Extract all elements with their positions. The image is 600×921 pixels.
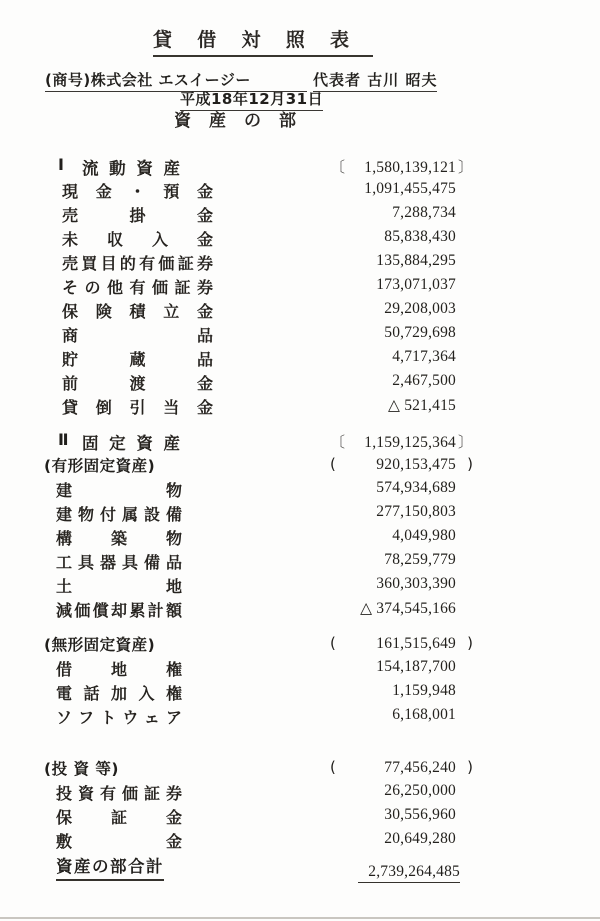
amount-value: 77,456,240 bbox=[384, 759, 456, 776]
row-amount bbox=[330, 396, 473, 415]
row-amount bbox=[330, 527, 473, 545]
amount-value: 154,187,700 bbox=[376, 658, 456, 675]
row-current-assets bbox=[0, 155, 600, 179]
row-label: 未収入金 bbox=[62, 230, 213, 249]
row-amount bbox=[330, 758, 473, 777]
amount-value: 78,259,779 bbox=[384, 551, 456, 568]
row-label: 固定資産 bbox=[82, 434, 180, 453]
row-advance-payments bbox=[0, 371, 600, 395]
amount-value: 29,208,003 bbox=[384, 300, 456, 317]
bracket-close-glyph: ) bbox=[467, 455, 473, 473]
row-label: 建物 bbox=[56, 481, 182, 500]
row-amount bbox=[330, 276, 473, 294]
document-title: 貸借対照表 bbox=[153, 29, 349, 51]
amount-value: 277,150,803 bbox=[376, 503, 456, 520]
row-other-securities bbox=[0, 275, 600, 299]
row-label: 前渡金 bbox=[62, 374, 213, 393]
row-amount bbox=[330, 658, 473, 676]
bracket-open-glyph: ( bbox=[330, 455, 336, 473]
amount-value: 920,153,475 bbox=[376, 456, 456, 473]
row-amount bbox=[330, 634, 473, 653]
row-investments-etc bbox=[0, 757, 600, 781]
row-amount bbox=[330, 806, 473, 824]
amount-value: 161,515,649 bbox=[376, 635, 456, 652]
row-amount bbox=[330, 551, 473, 569]
row-accumulated-depreciation bbox=[0, 598, 600, 622]
row-label: 構築物 bbox=[56, 529, 182, 548]
row-total-assets bbox=[0, 853, 600, 913]
row-amount bbox=[330, 682, 473, 700]
row-trading-securities bbox=[0, 251, 600, 275]
amount-value: 7,288,734 bbox=[392, 204, 456, 221]
row-label: 流動資産 bbox=[82, 159, 180, 178]
row-supplies bbox=[0, 347, 600, 371]
row-telephone-subscription-rights bbox=[0, 681, 600, 705]
amount-value: 4,049,980 bbox=[392, 527, 456, 544]
row-amount bbox=[330, 782, 473, 800]
row-amount bbox=[330, 479, 473, 497]
amount-value: △ 521,415 bbox=[388, 397, 456, 414]
row-amount bbox=[330, 431, 473, 452]
row-amount bbox=[330, 156, 473, 177]
row-building-fixtures bbox=[0, 502, 600, 526]
row-label: 貸倒引当金 bbox=[62, 398, 213, 417]
amount-value: 173,071,037 bbox=[376, 276, 456, 293]
row-intangible-fixed-assets bbox=[0, 633, 600, 657]
row-label: 売買目的有価証券 bbox=[62, 254, 213, 273]
amount-value: 1,580,139,121 bbox=[364, 159, 456, 176]
row-amount bbox=[330, 503, 473, 521]
row-amount bbox=[330, 252, 473, 270]
row-label: 投資有価証券 bbox=[56, 784, 182, 803]
amount-value: 6,168,001 bbox=[392, 706, 456, 723]
bracket-open-glyph: ( bbox=[330, 758, 336, 776]
amount-value: 574,934,689 bbox=[376, 479, 456, 496]
row-guarantee-money bbox=[0, 805, 600, 829]
amount-value: 50,729,698 bbox=[384, 324, 456, 341]
bracket-close-glyph: ) bbox=[467, 758, 473, 776]
amount-value: 2,467,500 bbox=[392, 372, 456, 389]
row-label: 工具器具備品 bbox=[56, 553, 182, 572]
row-label: 敷金 bbox=[56, 832, 182, 851]
row-label: 現金・預金 bbox=[62, 182, 213, 201]
bracket-close-glyph: ) bbox=[467, 634, 473, 652]
amount-value: 360,303,390 bbox=[376, 575, 456, 592]
representative-name: 代表者 古川 昭夫 bbox=[313, 69, 437, 92]
row-amount bbox=[330, 300, 473, 318]
amount-value: 1,159,948 bbox=[392, 682, 456, 699]
amount-value: △ 374,545,166 bbox=[360, 600, 456, 617]
amount-value: 85,838,430 bbox=[384, 228, 456, 245]
row-label: 土地 bbox=[56, 577, 182, 596]
row-amount bbox=[330, 830, 473, 848]
row-amount bbox=[330, 180, 473, 198]
row-investment-securities bbox=[0, 781, 600, 805]
amount-value: 26,250,000 bbox=[384, 782, 456, 799]
row-label: 商品 bbox=[62, 326, 213, 345]
row-accounts-receivable bbox=[0, 203, 600, 227]
row-leasehold-rights bbox=[0, 657, 600, 681]
row-tangible-fixed-assets bbox=[0, 454, 600, 478]
row-label: (無形固定資産) bbox=[44, 636, 156, 654]
row-label: 売掛金 bbox=[62, 206, 213, 225]
row-structures bbox=[0, 526, 600, 550]
row-label: (有形固定資産) bbox=[44, 457, 156, 475]
row-label: その他有価証券 bbox=[62, 278, 213, 297]
row-label: 電話加入権 bbox=[56, 684, 182, 703]
row-label: 保証金 bbox=[56, 808, 182, 827]
row-label: 保険積立金 bbox=[62, 302, 213, 321]
total-assets-label: 資産の部合計 bbox=[56, 853, 164, 881]
row-cash-and-deposits bbox=[0, 179, 600, 203]
row-amount bbox=[330, 455, 473, 474]
row-accrued-income bbox=[0, 227, 600, 251]
amount-value: 1,091,455,475 bbox=[364, 180, 456, 197]
amount-value: 1,159,125,364 bbox=[364, 434, 456, 451]
bracket-open-glyph: ( bbox=[330, 634, 336, 652]
row-merchandise bbox=[0, 323, 600, 347]
row-allowance-for-doubtful-accounts bbox=[0, 395, 600, 419]
row-amount bbox=[330, 706, 473, 724]
row-security-deposits bbox=[0, 829, 600, 853]
row-label: 建物付属設備 bbox=[56, 505, 182, 524]
amount-value: 20,649,280 bbox=[384, 830, 456, 847]
row-label: 借地権 bbox=[56, 660, 182, 679]
section-numeral: Ⅰ bbox=[58, 155, 64, 174]
row-amount bbox=[330, 599, 473, 618]
page-bottom-scan-line bbox=[0, 917, 600, 919]
line-items bbox=[0, 155, 600, 913]
row-amount bbox=[330, 372, 473, 390]
document-title-underline bbox=[153, 25, 373, 57]
report-date: 平成18年12月31日 bbox=[180, 88, 323, 111]
row-label: 減価償却累計額 bbox=[56, 601, 182, 620]
row-label: 貯蔵品 bbox=[62, 350, 213, 369]
row-amount bbox=[330, 228, 473, 246]
total-assets-value: 2,739,264,485 bbox=[358, 863, 460, 883]
bracket-close-glyph: 〕 bbox=[457, 158, 473, 176]
amount-value: 135,884,295 bbox=[376, 252, 456, 269]
section-numeral: Ⅱ bbox=[58, 430, 69, 449]
row-label: (投 資 等) bbox=[44, 760, 119, 778]
row-software bbox=[0, 705, 600, 729]
row-label: ソフトウェア bbox=[56, 708, 182, 727]
row-insurance-reserve bbox=[0, 299, 600, 323]
amount-value: 30,556,960 bbox=[384, 806, 456, 823]
row-fixed-assets bbox=[0, 430, 600, 454]
amount-value: 4,717,364 bbox=[392, 348, 456, 365]
row-buildings bbox=[0, 478, 600, 502]
row-amount bbox=[330, 348, 473, 366]
company-name: (商号)株式会社 エスイージー bbox=[45, 69, 307, 92]
row-land bbox=[0, 574, 600, 598]
row-amount bbox=[330, 204, 473, 222]
bracket-close-glyph: 〕 bbox=[457, 433, 473, 451]
bracket-open-glyph: 〔 bbox=[330, 433, 346, 451]
bracket-open-glyph: 〔 bbox=[330, 158, 346, 176]
row-amount bbox=[330, 575, 473, 593]
row-tools-equipment-fixtures bbox=[0, 550, 600, 574]
row-amount bbox=[330, 324, 473, 342]
assets-section-heading: 資産の部 bbox=[174, 111, 296, 131]
